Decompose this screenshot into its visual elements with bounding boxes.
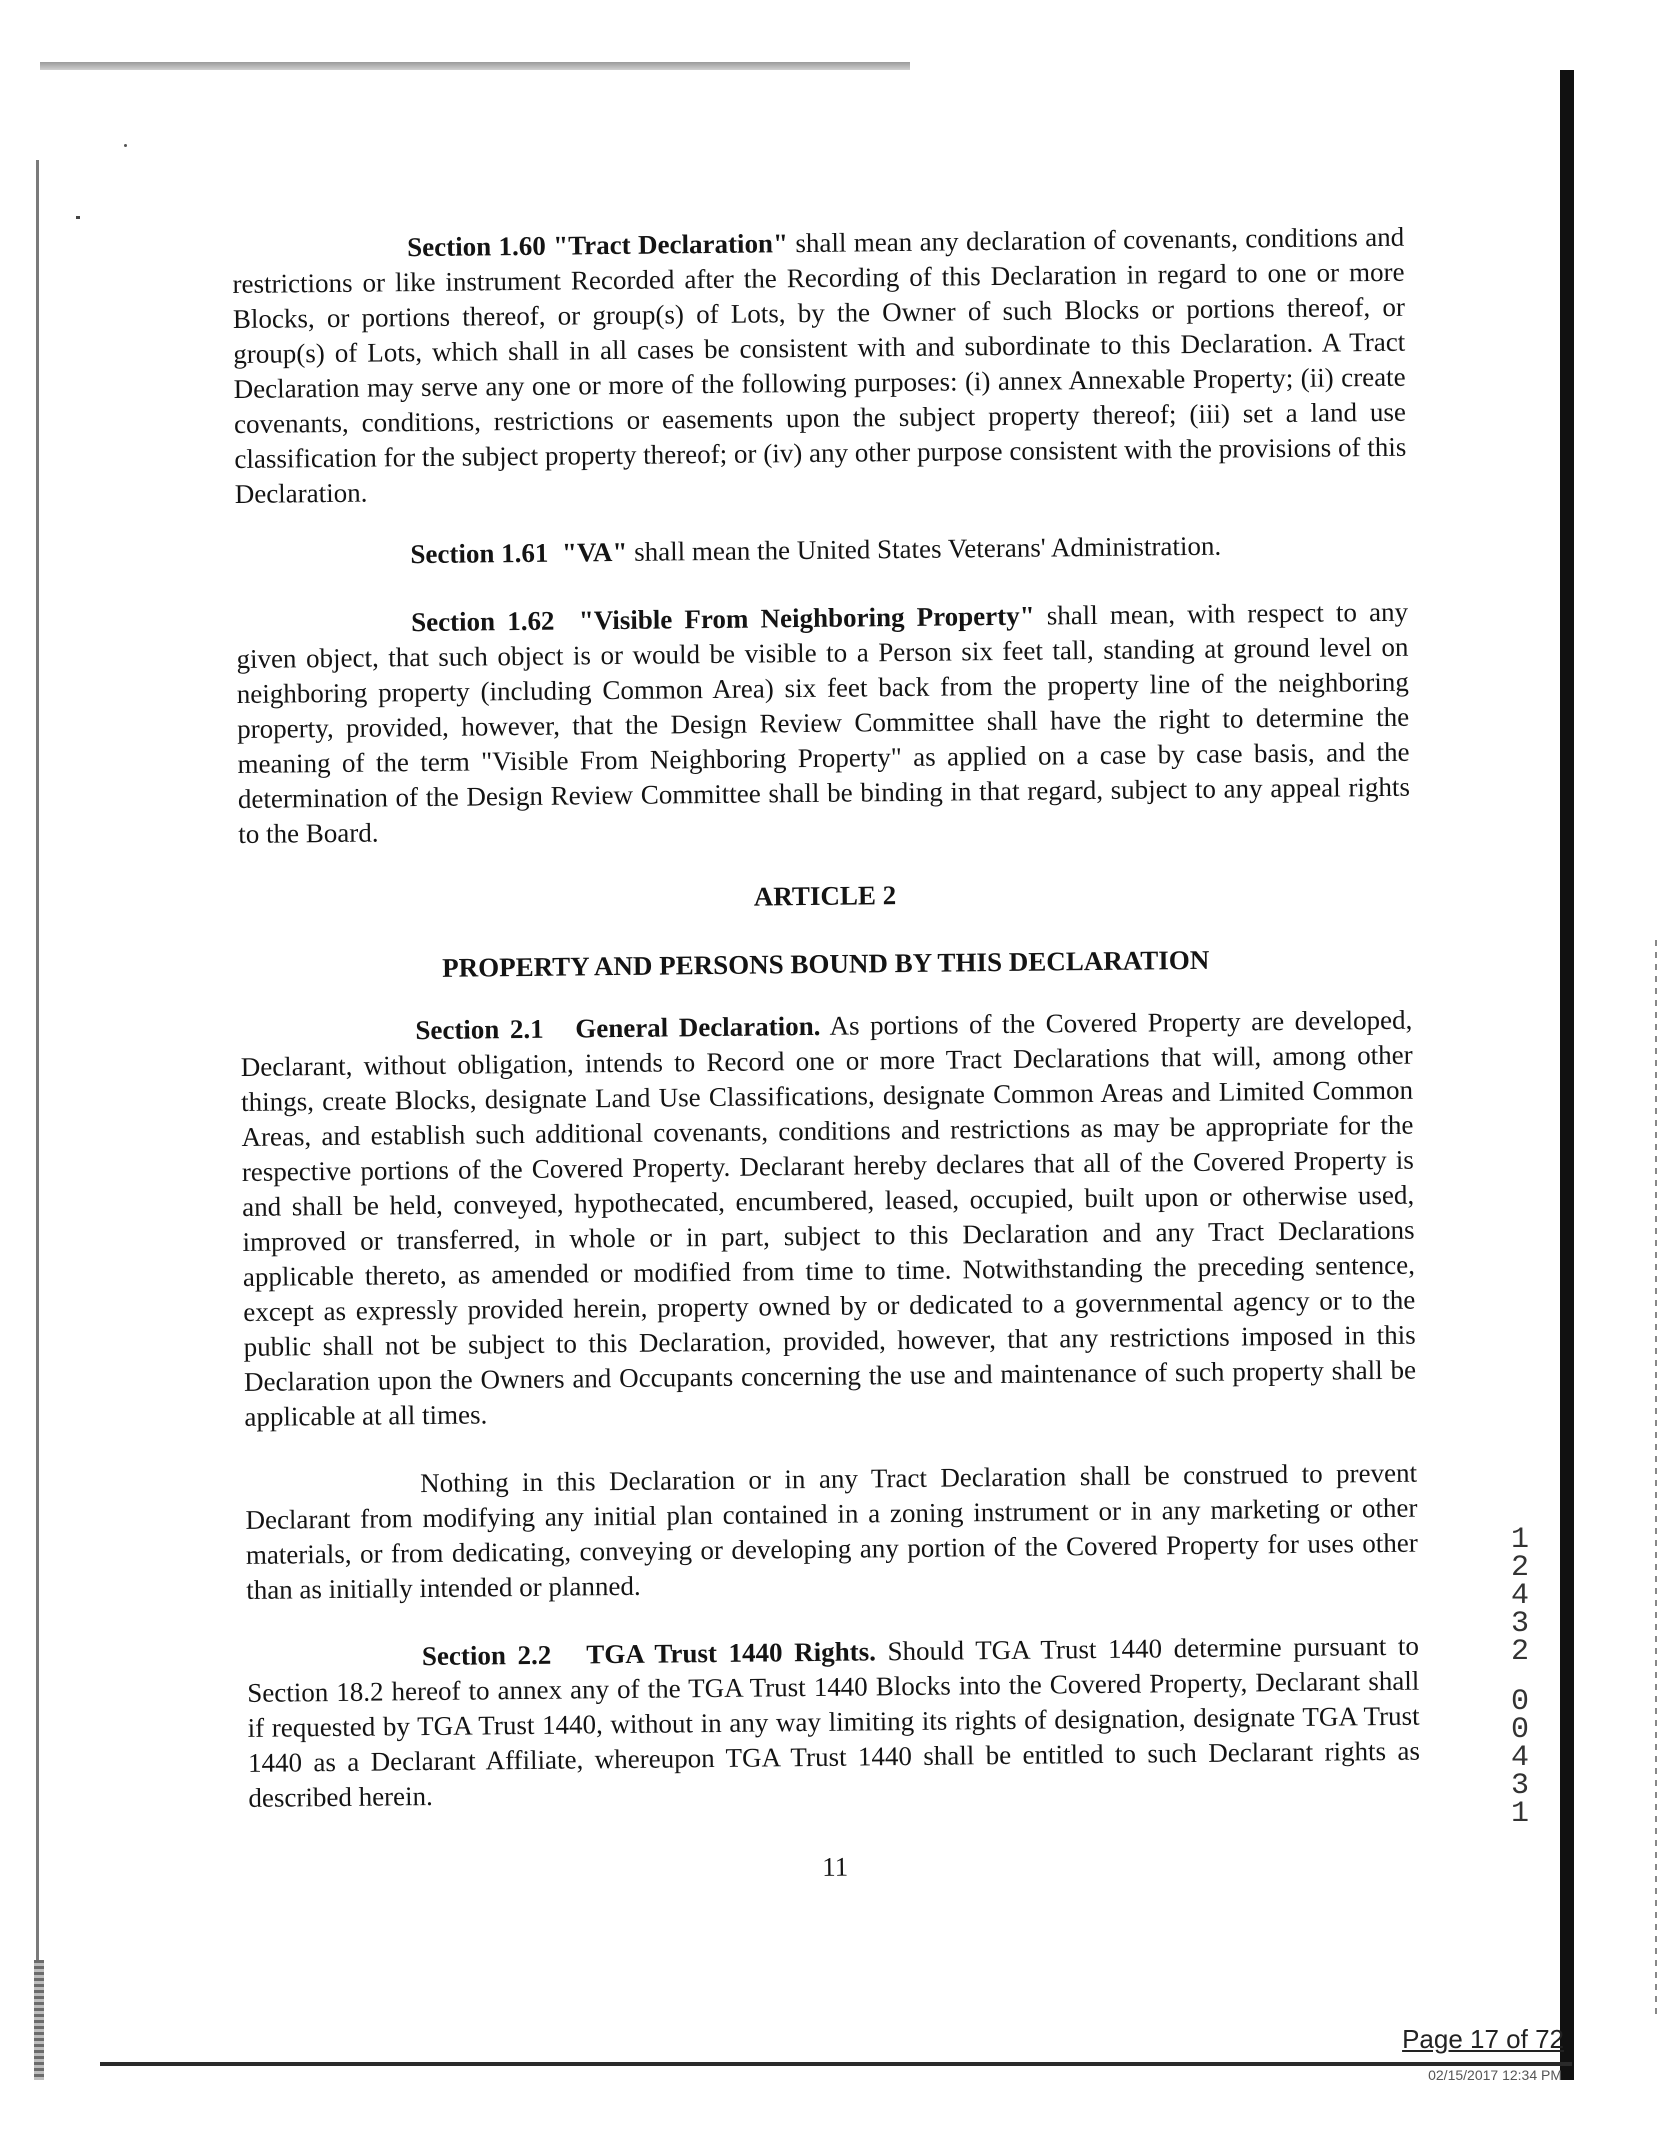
section-2-2 xyxy=(247,1629,1421,1816)
section-label: Section 2.2 xyxy=(421,1639,552,1672)
scan-right-dashed-edge xyxy=(1655,940,1657,2020)
section-term: General Declaration. xyxy=(575,1010,821,1044)
scan-left-edge-marks xyxy=(34,1960,44,2080)
section-text: shall mean any declaration of covenants, conditions and restrictions or like instrument Recorded after the Recording of this Declaration in regard to one or more Blocks, or portions thereof, or group(s) of Lots, by the Owner of such Blocks or portions thereof, or group(s) of Lots, which shall in all cases be consistent with and subordinate to this Declaration. A Tract Declaration may serve any one or more of the following purposes: (i) annex Annexable Property; (ii) create covenants, conditions, restrictions or easements upon the subject property thereof; (iii) set a land use classification for the subject property thereof; or (iv) any other purpose consistent with the provisions of this Declaration. xyxy=(232,221,1407,509)
article-number: ARTICLE 2 xyxy=(753,880,897,912)
page-number: 11 xyxy=(821,1851,849,1882)
section-2-1 xyxy=(240,1003,1416,1435)
margin-digit: 2 xyxy=(1510,1635,1529,1669)
scan-speck xyxy=(76,216,80,219)
margin-digit: 3 xyxy=(1510,1607,1529,1641)
scan-speck xyxy=(124,144,127,147)
section-term: "Visible From Neighboring Property" xyxy=(578,600,1035,636)
section-1-62 xyxy=(236,595,1411,852)
margin-digit: 0 xyxy=(1510,1713,1529,1747)
section-label: Section 2.1 xyxy=(415,1013,544,1046)
scan-top-rule xyxy=(40,62,910,70)
section-text: As portions of the Covered Property are developed, Declarant, without obligation, intends to Record one or more Tract Declarations that will, among other things, create Blocks, designate Land Use Classifications, designate Common Areas and Limited Common Areas, and establish such additional covenants, conditions and restrictions as may be appropriate for the respective portions of the Covered Property. Declarant hereby declares that all of the Covered Property is and shall be held, conveyed, hypothecated, encumbered, leased, occupied, built upon or otherwise used, improved or transferred, in whole or in part, subject to this Declaration and any Tract Declarations applicable thereto, as amended or modified from time to time. Notwithstanding the preceding sentence, except as expressly provided herein, property owned by or dedicated to a governmental agency or to the public shall not be subject to this Declaration, provided, however, that any restrictions imposed in this Declaration upon the Owners and Occupants concerning the use and maintenance of such property shall be applicable at all times. xyxy=(240,1004,1417,1432)
section-text: Should TGA Trust 1440 determine pursuant to Section 18.2 hereof to annex any of the TGA Trust 1440 Blocks into the Covered Property, Declarant shall if requested by TGA Trust 1440, without in any way limiting its rights of designation, designate TGA Trust 1440 as a Declarant Affiliate, whereupon TGA Trust 1440 shall be entitled to such Declarant rights as described herein. xyxy=(247,1630,1421,1813)
paragraph-nothing: Nothing in this Declaration or in any Tract Declaration shall be construed to prevent Declarant from modifying any initial plan contained in a zoning instrument or in any marketing or other materials, or from dedicating, conveying or developing any portion of the Covered Property for uses other than as initially intended or planned. xyxy=(245,1457,1418,1605)
section-term: "Tract Declaration" xyxy=(553,228,789,261)
margin-digit: 2 xyxy=(1510,1551,1529,1585)
margin-digit: 3 xyxy=(1510,1769,1529,1803)
section-label: Section 1.61 xyxy=(410,537,549,570)
footer-page-count: Page 17 of 72 xyxy=(1402,2024,1564,2054)
section-1-60 xyxy=(232,220,1407,512)
document-body xyxy=(232,220,1421,1891)
section-text: shall mean the United States Veterans' Administration. xyxy=(627,530,1222,567)
article-title: PROPERTY AND PERSONS BOUND BY THIS DECLARATION xyxy=(441,944,1210,983)
margin-digit: 1 xyxy=(1510,1523,1529,1557)
margin-digit: 1 xyxy=(1510,1797,1529,1831)
section-label: Section 1.60 xyxy=(407,230,546,263)
scan-right-bar xyxy=(1560,70,1574,2080)
footer-timestamp: 02/15/2017 12:34 PM xyxy=(1428,2067,1562,2083)
section-label: Section 1.62 xyxy=(410,605,555,638)
margin-digit: 4 xyxy=(1510,1741,1529,1775)
margin-digit: 4 xyxy=(1510,1579,1529,1613)
section-term: TGA Trust 1440 Rights. xyxy=(586,1636,877,1670)
section-term: "VA" xyxy=(561,536,628,568)
margin-digit: 0 xyxy=(1510,1685,1529,1719)
scan-bottom-rule xyxy=(100,2062,1572,2066)
margin-recording-number xyxy=(1500,1523,1540,1831)
section-text: shall mean, with respect to any given object, that such object is or would be visible to a Person six feet tall, standing at ground level on neighboring property (including Common Area) six feet back from the property line of the neighboring property, provided, however, that the Design Review Committee shall have the right to determine the meaning of the term "Visible From Neighboring Property" as applied on a case by case basis, and the determination of the Design Review Committee shall be binding in that regard, subject to any appeal rights to the Board. xyxy=(236,596,1411,849)
scan-left-edge xyxy=(36,160,39,2000)
section-1-61 xyxy=(235,527,1407,574)
